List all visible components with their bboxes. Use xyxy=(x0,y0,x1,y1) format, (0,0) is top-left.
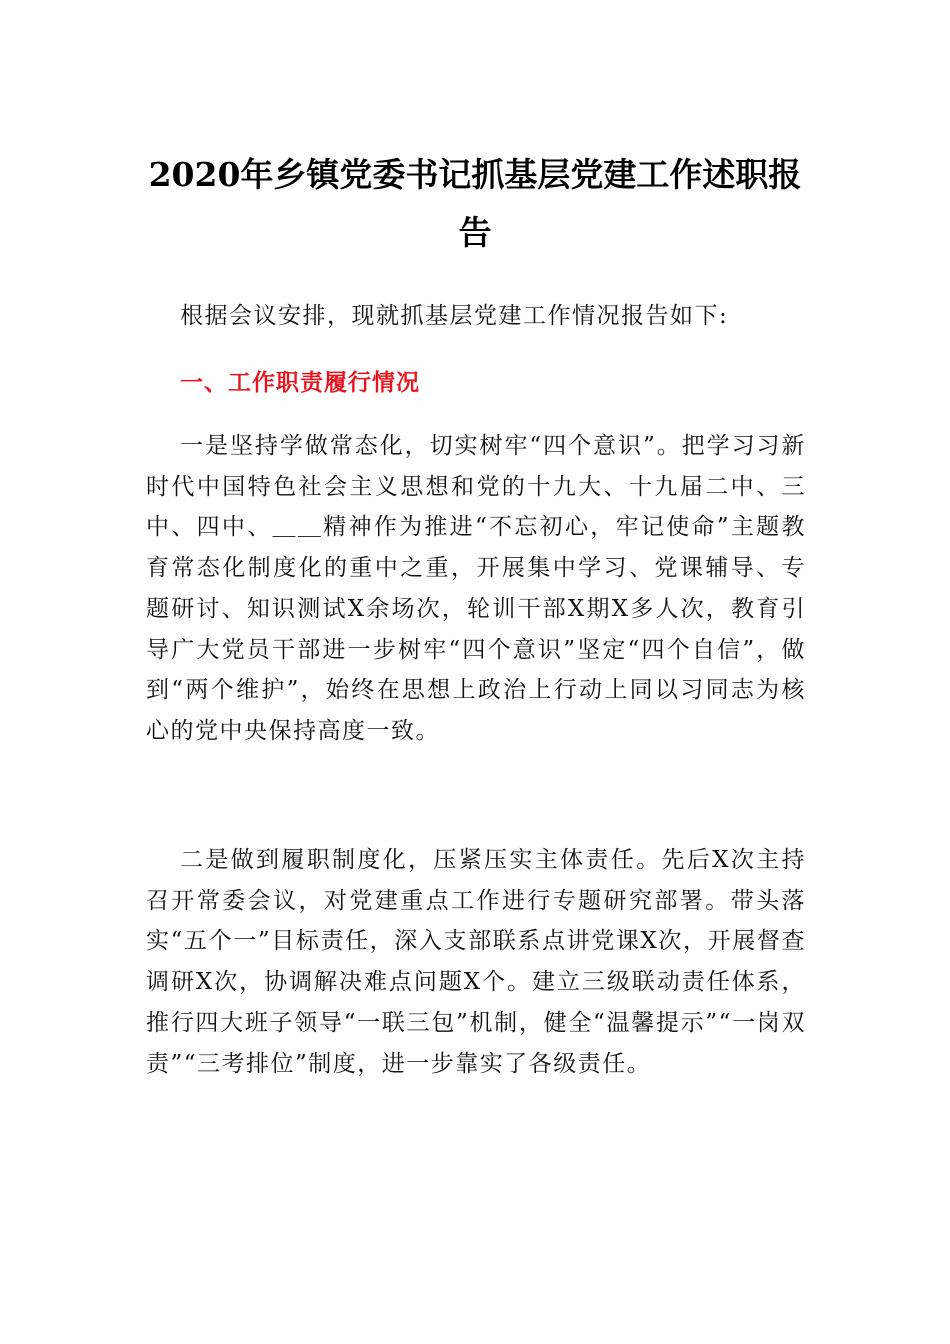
intro-paragraph: 根据会议安排，现就抓基层党建工作情况报告如下: xyxy=(180,303,729,329)
body-paragraph-2: 二是做到履职制度化，压紧压实主体责任。先后X次主持召开常委会议，对党建重点工作进行专题研究部署。带头落实“五个一”目标责任，深入支部联系点讲党课X次，开展督查调研X次，协调解决难点问题X个。建立三级联动责任体系，推行四大班子领导“一联三包”机制，健全“温馨提示”“一岗双责”“三考排位”制度，进一步靠实了各级责任。 xyxy=(146,847,806,1077)
body-paragraph-1: 一是坚持学做常态化，切实树牢“四个意识”。把学习习新时代中国特色社会主义思想和党的十九大、十九届二中、三中、四中、＿＿精神作为推进“不忘初心，牢记使命”主题教育常态化制度化的重中之重，开展集中学习、党课辅导、专题研讨、知识测试X余场次，轮训干部X期X多人次，教育引导广大党员干部进一步树牢“四个意识”坚定“四个自信”，做到“两个维护”，始终在思想上政治上行动上同以习同志为核心的党中央保持高度一致。 xyxy=(146,433,806,744)
section-heading: 一、工作职责履行情况 xyxy=(180,370,420,396)
document-title: 2020年乡镇党委书记抓基层党建工作述职报告 xyxy=(148,155,802,252)
